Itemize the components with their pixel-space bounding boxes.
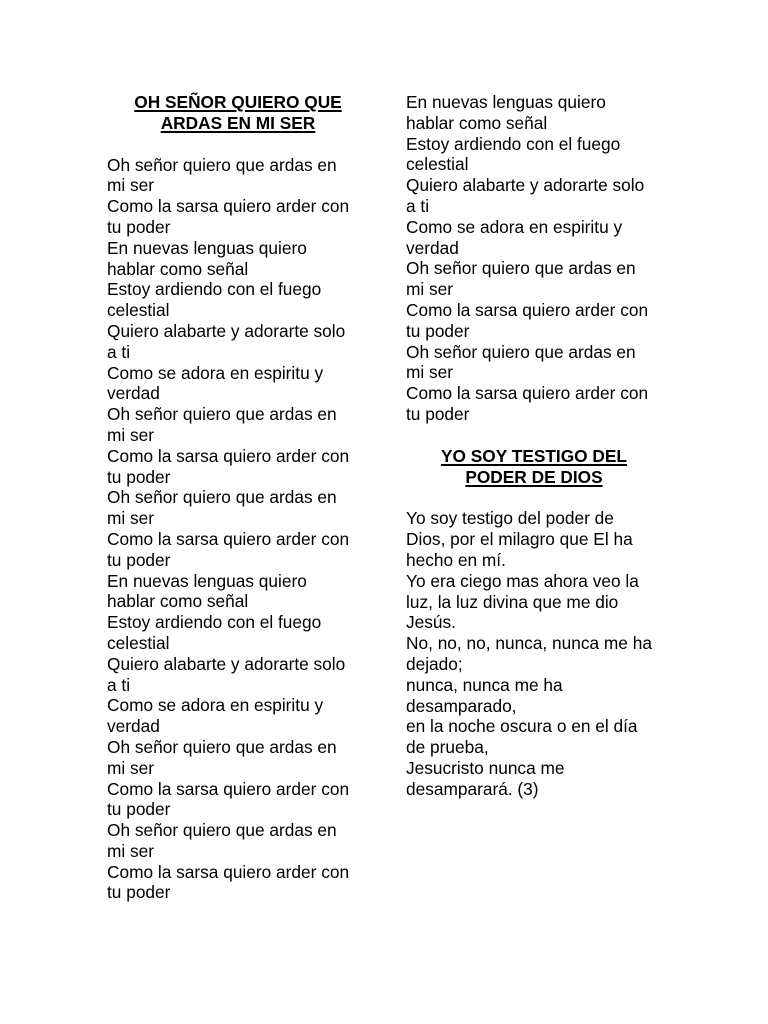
lyric-line: Yo era ciego mas ahora veo la	[406, 570, 639, 591]
lyric-line: tu poder	[107, 799, 171, 820]
lyric-line: Jesús.	[406, 612, 456, 633]
lyric-line: tu poder	[406, 403, 470, 424]
lyric-line: tu poder	[107, 549, 171, 570]
lyric-line: Dios, por el milagro que El ha	[406, 529, 633, 550]
lyric-line: celestial	[406, 154, 469, 175]
section-spacer	[406, 425, 668, 446]
lyric-line: Oh señor quiero que ardas en	[107, 736, 337, 757]
song-1-lyrics	[107, 155, 369, 904]
lyric-line: Estoy ardiendo con el fuego	[107, 279, 322, 300]
lyric-line: Como la sarsa quiero arder con	[107, 528, 350, 549]
lyric-line: Oh señor quiero que ardas en	[406, 341, 636, 362]
lyric-line: a ti	[107, 341, 131, 362]
lyric-line: verdad	[406, 237, 459, 258]
lyric-line: Como la sarsa quiero arder con	[107, 861, 350, 882]
lyric-line: Como se adora en espiritu y	[107, 362, 324, 383]
lyric-line: hablar como señal	[107, 591, 249, 612]
lyric-line: Como la sarsa quiero arder con	[406, 299, 649, 320]
song-title-1-line: ARDAS EN MI SER	[160, 112, 316, 133]
lyric-line: Oh señor quiero que ardas en	[107, 487, 337, 508]
lyric-line: Estoy ardiendo con el fuego	[406, 133, 621, 154]
lyric-line: tu poder	[406, 320, 470, 341]
lyric-line: tu poder	[107, 216, 171, 237]
lyric-line: Como se adora en espiritu y	[107, 695, 324, 716]
lyric-line: Estoy ardiendo con el fuego	[107, 612, 322, 633]
lyric-line: tu poder	[107, 466, 171, 487]
lyric-line: Como la sarsa quiero arder con	[107, 445, 350, 466]
lyric-line: Oh señor quiero que ardas en	[107, 820, 337, 841]
lyric-line: nunca, nunca me ha	[406, 674, 563, 695]
lyric-line: En nuevas lenguas quiero	[107, 237, 307, 258]
song-1-lyrics-continued	[406, 92, 668, 425]
lyric-line: Como la sarsa quiero arder con	[406, 383, 649, 404]
lyric-line: a ti	[406, 195, 430, 216]
song-2-lyrics	[406, 508, 668, 799]
lyric-line: mi ser	[406, 362, 454, 383]
right-column	[406, 92, 668, 800]
lyric-line: Como la sarsa quiero arder con	[107, 778, 350, 799]
lyric-line: celestial	[107, 632, 170, 653]
song-title-2-line: YO SOY TESTIGO DEL	[441, 445, 627, 466]
lyric-line: Quiero alabarte y adorarte solo	[406, 175, 645, 196]
lyric-line: Quiero alabarte y adorarte solo	[107, 653, 346, 674]
lyric-line: hablar como señal	[107, 258, 249, 279]
left-column	[107, 92, 369, 903]
song-title-1-line: OH SEÑOR QUIERO QUE	[134, 92, 342, 112]
song-title-1	[105, 92, 371, 134]
title-spacer	[406, 487, 668, 508]
lyric-line: hecho en mí.	[406, 549, 506, 570]
lyric-line: mi ser	[107, 840, 155, 861]
lyric-line: Como se adora en espiritu y	[406, 216, 623, 237]
lyric-line: Oh señor quiero que ardas en	[406, 258, 636, 279]
lyric-line: En nuevas lenguas quiero	[107, 570, 307, 591]
lyric-line: Yo soy testigo del poder de	[406, 508, 614, 529]
lyric-line: hablar como señal	[406, 112, 548, 133]
lyric-line: mi ser	[107, 424, 155, 445]
lyric-line: dejado;	[406, 653, 463, 674]
lyric-line: Oh señor quiero que ardas en	[107, 404, 337, 425]
lyric-line: de prueba,	[406, 737, 489, 758]
lyric-line: Como la sarsa quiero arder con	[107, 196, 350, 217]
lyric-line: luz, la luz divina que me dio	[406, 591, 619, 612]
lyric-line: Jesucristo nunca me	[406, 757, 565, 778]
lyric-line: mi ser	[107, 175, 155, 196]
song-title-2-line: PODER DE DIOS	[465, 466, 603, 487]
lyric-line: mi ser	[107, 757, 155, 778]
lyric-line: En nuevas lenguas quiero	[406, 92, 606, 112]
lyric-line: Oh señor quiero que ardas en	[107, 154, 337, 175]
lyric-line: verdad	[107, 716, 160, 737]
title-spacer	[107, 134, 369, 155]
lyric-line: en la noche oscura o en el día	[406, 716, 638, 737]
lyric-line: mi ser	[406, 279, 454, 300]
lyric-line: mi ser	[107, 508, 155, 529]
lyric-line: tu poder	[107, 882, 171, 903]
lyric-line: No, no, no, nunca, nunca me ha	[406, 633, 652, 654]
lyric-line: desamparará. (3)	[406, 778, 539, 799]
lyric-line: desamparado,	[406, 695, 517, 716]
lyric-line: verdad	[107, 383, 160, 404]
lyric-line: a ti	[107, 674, 131, 695]
lyric-line: celestial	[107, 300, 170, 321]
song-title-2	[406, 446, 662, 488]
lyric-line: Quiero alabarte y adorarte solo	[107, 320, 346, 341]
